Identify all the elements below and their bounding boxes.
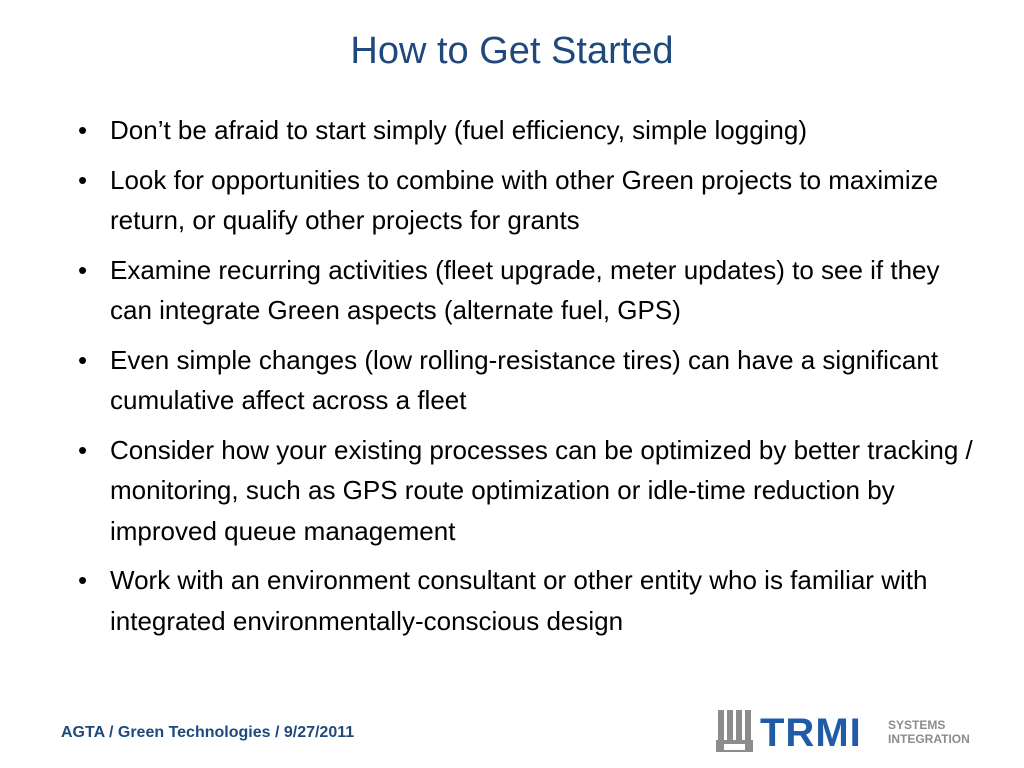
bullet-text: Work with an environment consultant or other entity who is familiar with integrated environmentally-conscious design (110, 565, 928, 636)
bullet-text: Consider how your existing processes can be optimized by better tracking / monitoring, such as GPS route optimization or idle-time reduction by improved queue management (110, 434, 973, 546)
bullet-dot: • (78, 164, 88, 195)
bullet-text: Even simple changes (low rolling-resistance tires) can have a significant cumulative affect across a fleet (110, 344, 939, 415)
bullet-item (78, 560, 978, 641)
bullet-text: Examine recurring activities (fleet upgrade, meter updates) to see if they can integrate Green aspects (alternate fuel, GPS) (110, 254, 940, 325)
logo-brand: TRMI (760, 711, 862, 754)
bullet-item (78, 340, 978, 421)
bullet-list (78, 110, 978, 650)
slide-title: How to Get Started (350, 30, 674, 72)
bullet-item (78, 160, 978, 241)
bullet-dot: • (78, 115, 88, 145)
logo-tagline-2: INTEGRATION (888, 732, 970, 746)
bullet-dot: • (78, 565, 88, 595)
logo-tagline-1: SYSTEMS (888, 718, 946, 732)
bullet-item (78, 430, 978, 552)
bullet-item (78, 250, 978, 331)
logo-columns-icon (716, 710, 753, 752)
bullet-dot: • (78, 344, 88, 375)
trmi-logo (716, 706, 976, 754)
trmi-logo-mark (716, 706, 976, 754)
bullet-dot: • (78, 254, 88, 285)
footer-text: AGTA / Green Technologies / 9/27/2011 (61, 724, 355, 741)
bullet-item (78, 110, 978, 151)
bullet-text: Don’t be afraid to start simply (fuel efficiency, simple logging) (110, 115, 808, 145)
bullet-text: Look for opportunities to combine with other Green projects to maximize return, or qualify other projects for grants (110, 164, 939, 235)
bullet-dot: • (78, 434, 88, 465)
